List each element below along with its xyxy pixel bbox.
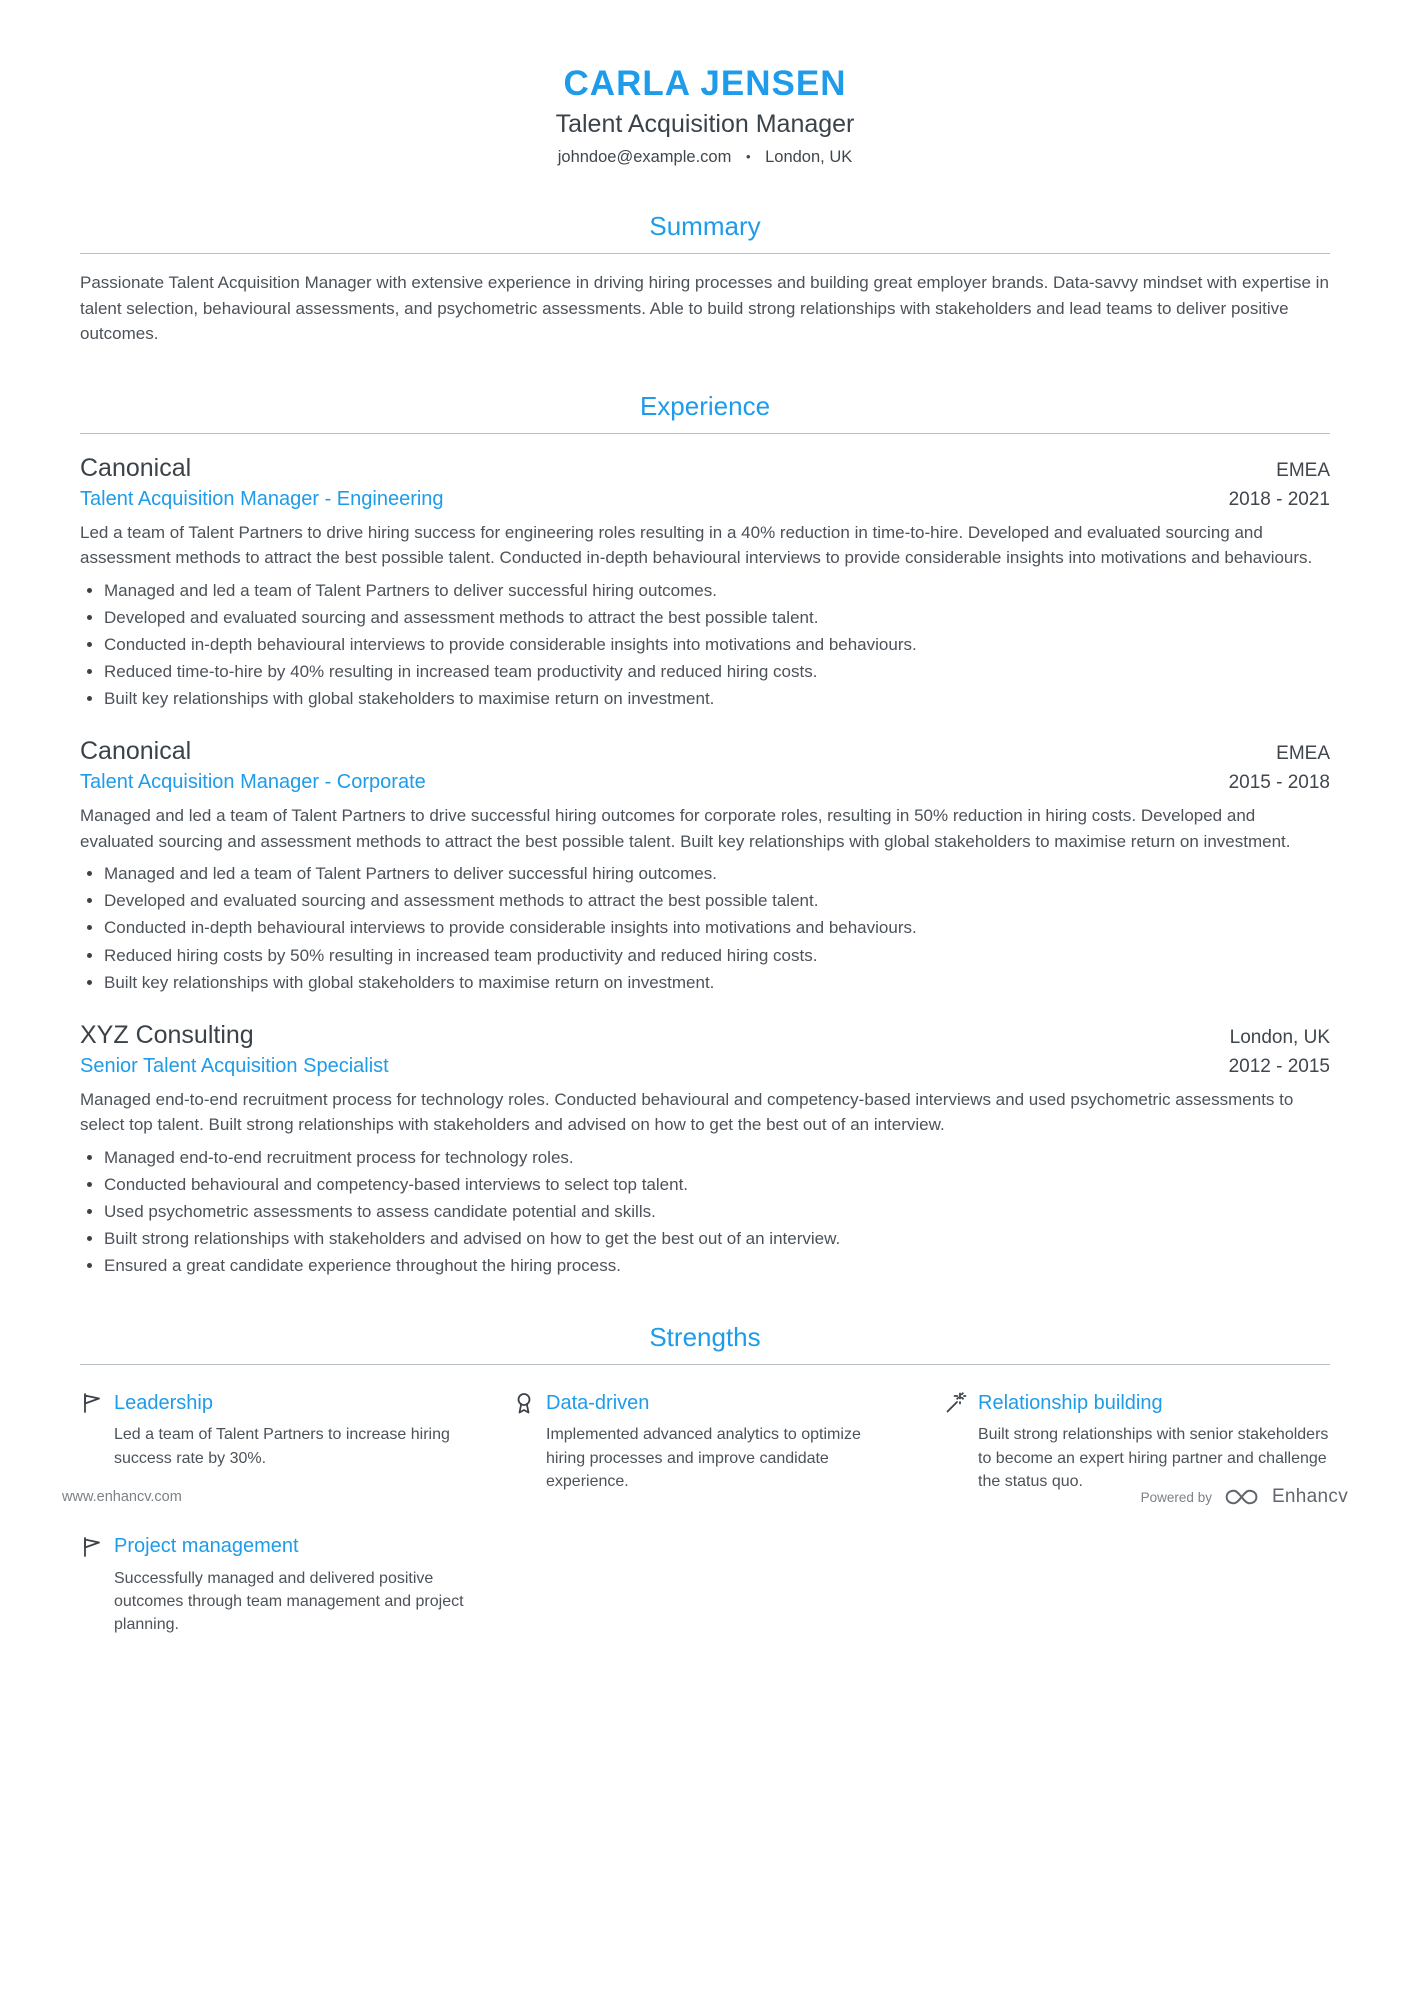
role-title: Talent Acquisition Manager - Corporate [80,771,426,794]
summary-heading: Summary [80,211,1330,254]
experience-entry [80,454,1330,712]
bullet-list [80,862,1330,995]
bullet-item: Ensured a great candidate experience throughout the hiring process. [80,1254,1330,1278]
candidate-name: CARLA JENSEN [563,64,847,103]
magic-wand-icon [944,1391,968,1415]
strength-title: Leadership [114,1391,213,1414]
medal-icon [512,1391,536,1415]
bullet-item: Conducted behavioural and competency-based interviews to select top talent. [80,1173,1330,1197]
experience-entry [80,1021,1330,1279]
bullet-item: Conducted in-depth behavioural interviews to provide considerable insights into motivations and behaviours. [80,916,1330,940]
strength-title: Data-driven [546,1391,650,1414]
summary-text: Passionate Talent Acquisition Manager with extensive experience in driving hiring processes and building great employer brands. Data-savvy mindset with expertise in talent selection, behavioural assessments, and psychometric assessments. Able to build strong relationships with stakeholders and lead teams to deliver positive outcomes. [80,273,1329,343]
flag-icon [80,1535,104,1559]
strength-item [80,1535,466,1637]
strength-title: Relationship building [978,1391,1163,1414]
role-dates: 2012 - 2015 [1228,1055,1330,1077]
bullet-item: Managed and led a team of Talent Partners to deliver successful hiring outcomes. [80,862,1330,886]
powered-by-label: Powered by [1140,1489,1212,1505]
bullet-item: Built key relationships with global stakeholders to maximise return on investment. [80,687,1330,711]
strength-text: Built strong relationships with senior stakeholders to become an expert hiring partner and challenge the status quo. [978,1426,1329,1490]
resume-header [80,64,1330,167]
bullet-item: Conducted in-depth behavioural interviews to provide considerable insights into motivations and behaviours. [80,633,1330,657]
brand-name[interactable]: Enhancv [1271,1486,1348,1507]
bullet-item: Managed and led a team of Talent Partners to deliver successful hiring outcomes. [80,579,1330,603]
bullet-item: Managed end-to-end recruitment process for technology roles. [80,1146,1330,1170]
role-description: Led a team of Talent Partners to drive hiring success for engineering roles resulting in a 40% reduction in time-to-hire. Developed and evaluated sourcing and assessment methods to attract the best possible talent. Conducted in-depth behavioural interviews to provide considerable insights into motivations and behaviours. [80,522,1313,567]
enhancv-logo-icon[interactable] [1224,1487,1260,1507]
strength-text: Successfully managed and delivered positive outcomes through team management and project planning. [114,1569,464,1634]
strength-text: Implemented advanced analytics to optimize hiring processes and improve candidate experience. [546,1426,861,1490]
role-title: Talent Acquisition Manager - Engineering [80,487,444,510]
email-link[interactable]: johndoe@example.com [557,148,732,166]
strengths-section [80,1322,1330,1636]
bullet-item: Developed and evaluated sourcing and assessment methods to attract the best possible talent. [80,606,1330,630]
bullet-list [80,579,1330,712]
candidate-title: Talent Acquisition Manager [555,110,855,138]
strength-text: Led a team of Talent Partners to increase hiring success rate by 30%. [114,1426,450,1467]
company-name: Canonical [80,737,192,766]
bullet-item: Reduced time-to-hire by 40% resulting in increased team productivity and reduced hiring costs. [80,660,1330,684]
company-name: Canonical [80,453,192,482]
powered-by [1141,1486,1348,1508]
bullet-item: Used psychometric assessments to assess candidate potential and skills. [80,1200,1330,1224]
summary-section [80,211,1330,347]
role-description: Managed and led a team of Talent Partners to drive successful hiring outcomes for corporate roles, resulting in 50% reduction in hiring costs. Developed and evaluated sourcing and assessment methods to attract the best possible talent. Built key relationships with global stakeholders to maximise return on investment. [80,806,1291,851]
page-footer [62,1486,1348,1508]
contact-row [80,148,1330,167]
flag-icon [80,1391,104,1415]
contact-separator: • [745,149,751,164]
bullet-list [80,1146,1330,1279]
bullet-item: Reduced hiring costs by 50% resulting in increased team productivity and reduced hiring costs. [80,944,1330,968]
experience-section [80,391,1330,1279]
strength-item [512,1391,898,1493]
company-location: EMEA [1276,459,1330,481]
experience-entry [80,737,1330,995]
bullet-item: Built key relationships with global stakeholders to maximise return on investment. [80,971,1330,995]
role-title: Senior Talent Acquisition Specialist [80,1054,389,1077]
bullet-item: Built strong relationships with stakeholders and advised on how to get the best out of an interview. [80,1227,1330,1251]
role-dates: 2018 - 2021 [1228,488,1330,510]
strength-title: Project management [114,1535,299,1558]
website-link[interactable]: www.enhancv.com [62,1489,182,1505]
role-description: Managed end-to-end recruitment process for technology roles. Conducted behavioural and competency-based interviews and used psychometric assessments to select top talent. Built strong relationships with stakeholders and advised on how to get the best out of an interview. [80,1089,1294,1135]
company-location: London, UK [1229,1026,1330,1048]
location-text: London, UK [765,148,853,166]
company-location: EMEA [1276,743,1330,765]
strength-item [944,1391,1330,1493]
experience-heading: Experience [80,391,1330,434]
company-name: XYZ Consulting [80,1020,254,1049]
role-dates: 2015 - 2018 [1228,772,1330,794]
strengths-heading: Strengths [80,1322,1330,1365]
bullet-item: Developed and evaluated sourcing and assessment methods to attract the best possible talent. [80,889,1330,913]
strength-item [80,1391,466,1493]
